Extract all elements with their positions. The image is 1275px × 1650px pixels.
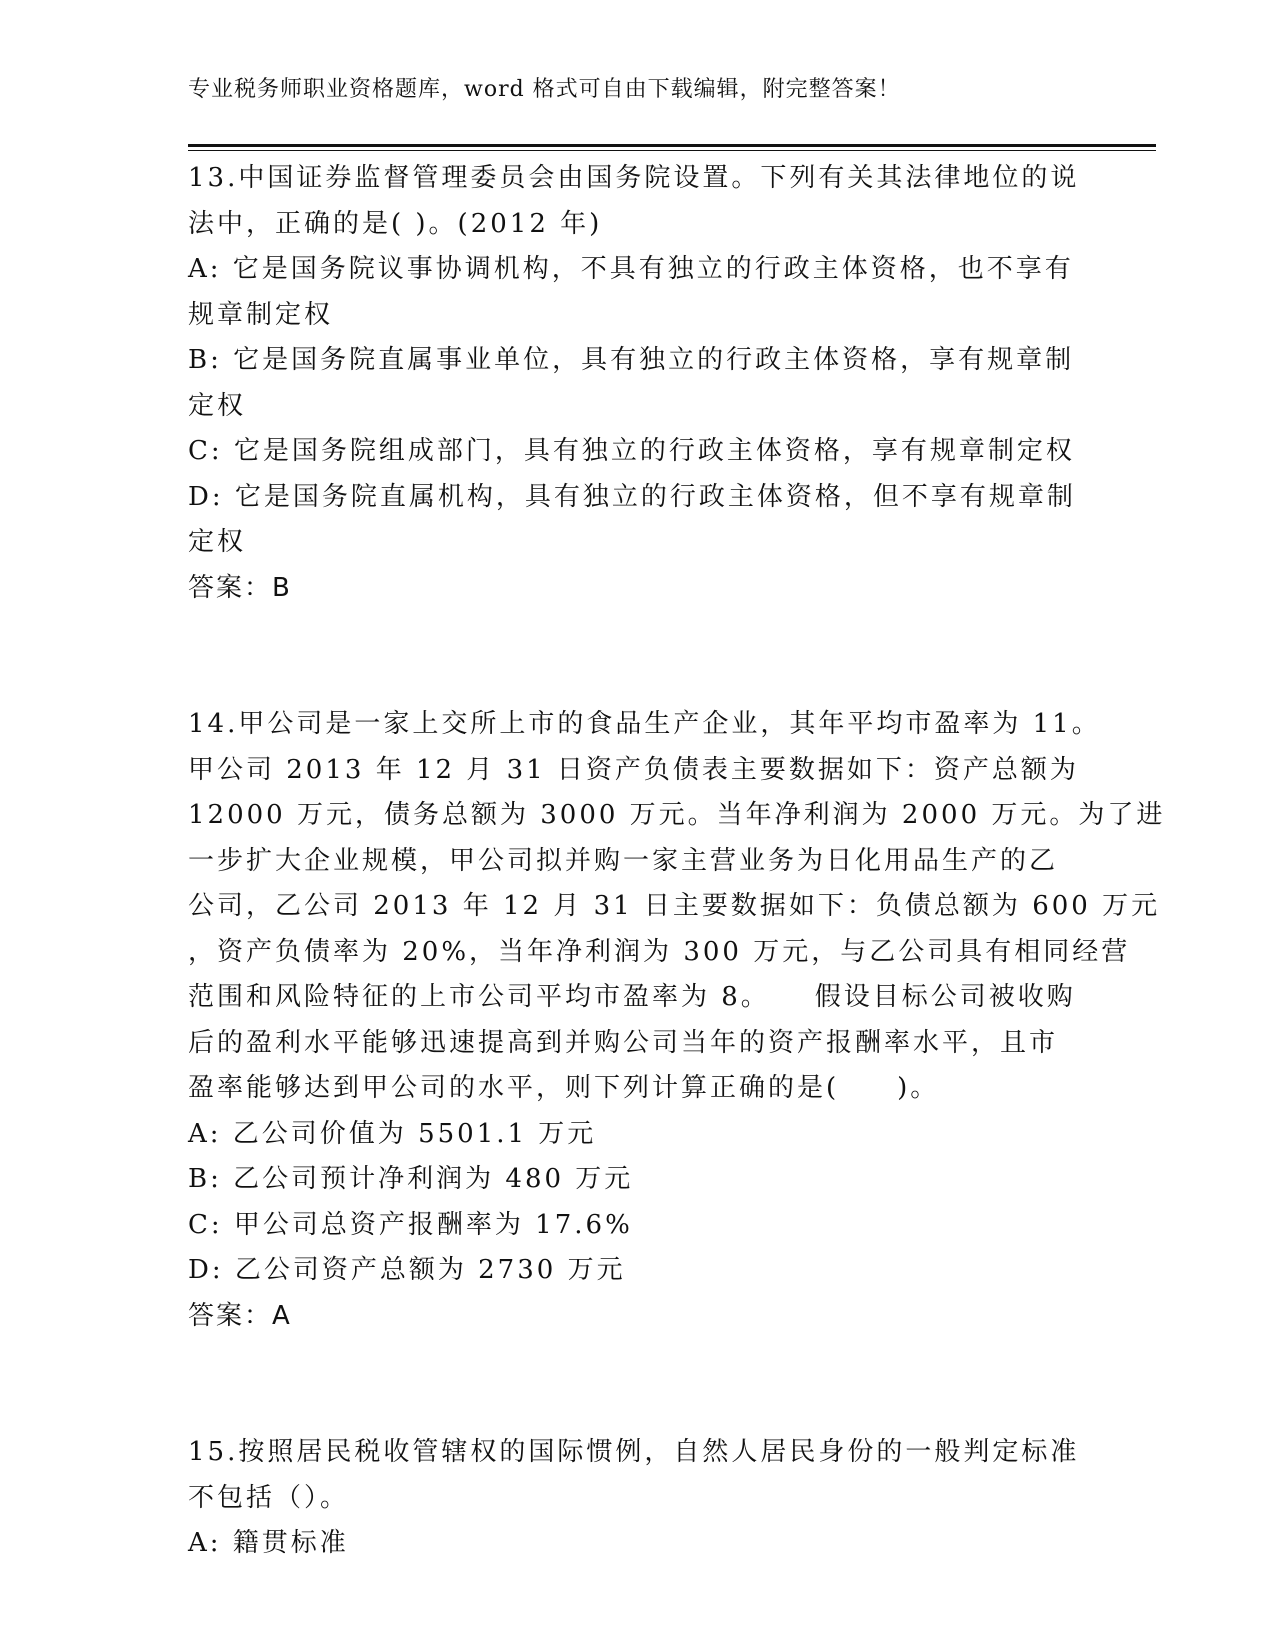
- option-a: A: 乙公司价值为 5501.1 万元: [188, 1118, 597, 1149]
- question-text-line: 法中，正确的是( )。(2012 年): [188, 208, 603, 239]
- question-text-line: 甲公司 2013 年 12 月 31 日资产负债表主要数据如下：资产总额为: [188, 754, 1079, 785]
- option-b-continued: 定权: [188, 390, 247, 421]
- question-text-line: 一步扩大企业规模，甲公司拟并购一家主营业务为日化用品生产的乙: [188, 845, 1059, 876]
- question-13: [188, 156, 1088, 611]
- option-c: C: 甲公司总资产报酬率为 17.6%: [188, 1209, 633, 1240]
- option-d: D: 它是国务院直属机构，具有独立的行政主体资格，但不享有规章制: [188, 481, 1076, 512]
- option-b: B: 乙公司预计净利润为 480 万元: [188, 1164, 634, 1194]
- question-list: [188, 156, 1166, 1567]
- question-text-line: 范围和风险特征的上市公司平均市盈率为 8。 假设目标公司被收购: [188, 982, 1076, 1012]
- question-text-line: 13.中国证券监督管理委员会由国务院设置。下列有关其法律地位的说: [188, 163, 1080, 193]
- option-a: A: 籍贯标准: [188, 1528, 349, 1558]
- header-rule-thick: [188, 144, 1156, 147]
- question-text-line: 14.甲公司是一家上交所上市的食品生产企业，其年平均市盈率为 11。: [188, 709, 1101, 739]
- option-b: B: 它是国务院直属事业单位，具有独立的行政主体资格，享有规章制: [188, 345, 1075, 375]
- option-d-continued: 定权: [188, 527, 247, 557]
- question-text-line: 12000 万元，债务总额为 3000 万元。当年净利润为 2000 万元。为了进: [188, 800, 1166, 830]
- page-header: 专业税务师职业资格题库，word 格式可自由下载编辑，附完整答案！: [188, 77, 901, 102]
- option-c: C: 它是国务院组成部门，具有独立的行政主体资格，享有规章制定权: [188, 436, 1075, 466]
- question-text-line: ，资产负债率为 20%，当年净利润为 300 万元，与乙公司具有相同经营: [188, 936, 1131, 967]
- question-text-line: 15.按照居民税收管辖权的国际惯例，自然人居民身份的一般判定标准: [188, 1437, 1080, 1467]
- question-14: [188, 702, 1166, 1339]
- question-text-line: 盈率能够达到甲公司的水平，则下列计算正确的是( )。: [188, 1073, 940, 1103]
- header-rule-thin: [188, 150, 1156, 151]
- question-text-line: 公司，乙公司 2013 年 12 月 31 日主要数据如下：负债总额为 600 万元: [188, 891, 1161, 921]
- spacer: [188, 1339, 1088, 1385]
- option-d: D: 乙公司资产总额为 2730 万元: [188, 1255, 626, 1285]
- spacer: [188, 657, 1088, 703]
- answer-line: 答案：A: [188, 1300, 292, 1331]
- spacer: [188, 611, 1088, 657]
- question-text-line: 后的盈利水平能够迅速提高到并购公司当年的资产报酬率水平，且市: [188, 1027, 1059, 1058]
- question-15: [188, 1430, 1088, 1567]
- question-text-line: 不包括（）。: [188, 1482, 350, 1513]
- option-a: A: 它是国务院议事协调机构，不具有独立的行政主体资格，也不享有: [188, 254, 1074, 284]
- answer-line: 答案：B: [188, 572, 292, 603]
- option-a-continued: 规章制定权: [188, 299, 334, 330]
- spacer: [188, 1385, 1088, 1431]
